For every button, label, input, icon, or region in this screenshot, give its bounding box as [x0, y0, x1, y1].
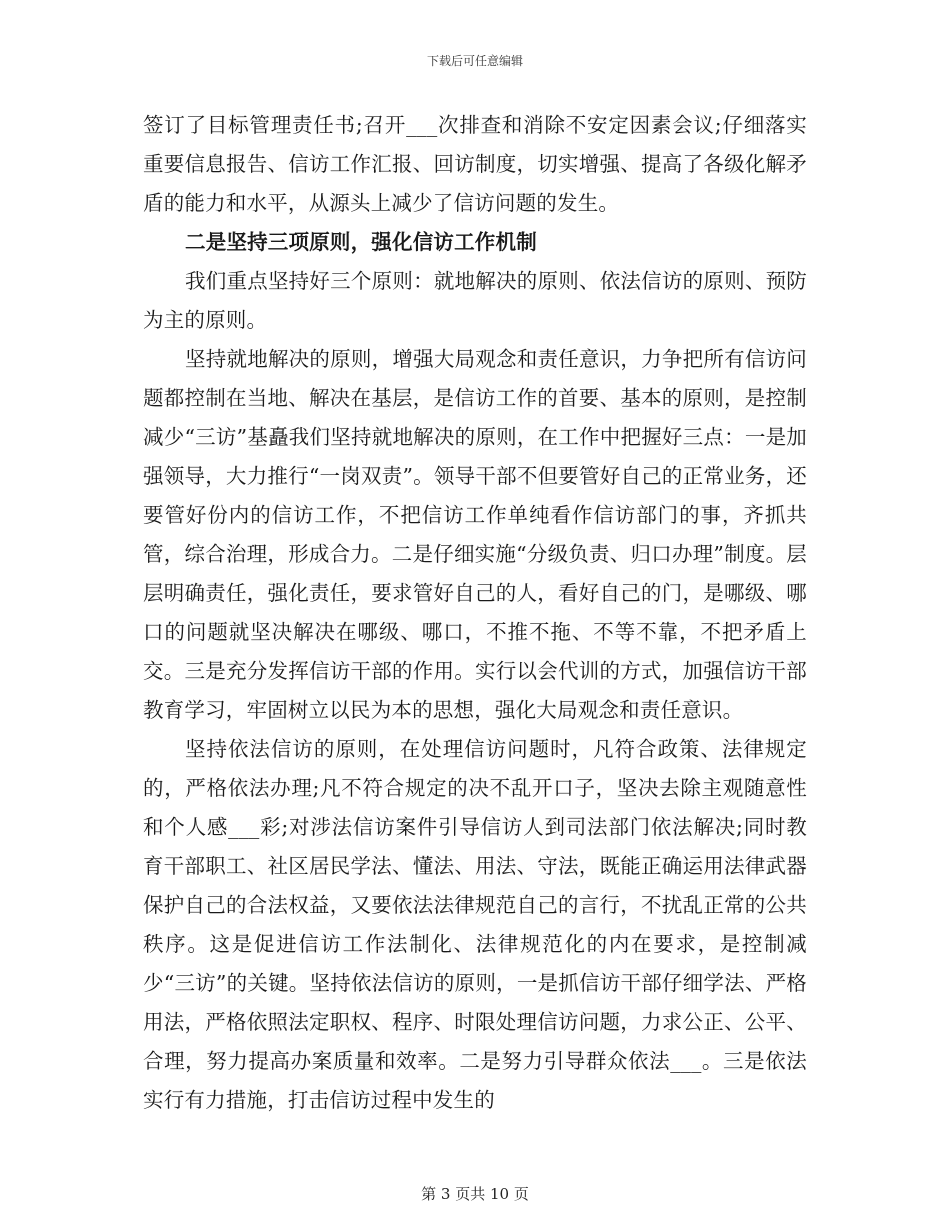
page-header: 下载后可任意编辑 [426, 54, 523, 68]
paragraph-4: 坚持依法信访的原则，在处理信访问题时，凡符合政策、法律规定的，严格依法办理;凡不符合规定的决不乱开口子，坚决去除主观随意性和个人感___彩;对涉法信访案件引导信访人到司法部门依法解决;同时教育干部职工、社区居民学法、懂法、用法、守法，既能正确运用法律武器保护自己的合法权益，又要依法法律规范自己的言行，不扰乱正常的公共秩序。这是促进信访工作法制化、法律规范化的内在要求，是控制减少“三访”的关键。坚持依法信访的原则，一是抓信访干部仔细学法、严格用法，严格依照法定职权、程序、时限处理信访问题，力求公正、公平、合理，努力提高办案质量和效率。二是努力引导群众依法___。三是依法实行有力措施，打击信访过程中发生的 [143, 737, 807, 1112]
section-heading: 二是坚持三项原则，强化信访工作机制 [185, 230, 537, 254]
paragraph-3: 坚持就地解决的原则，增强大局观念和责任意识，力争把所有信访问题都控制在当地、解决在基层，是信访工作的首要、基本的原则，是控制减少“三访”基矗我们坚持就地解决的原则，在工作中把握好三点：一是加强领导，大力推行“一岗双责”。领导干部不但要管好自己的正常业务，还要管好份内的信访工作，不把信访工作单纯看作信访部门的事，齐抓共管，综合治理，形成合力。二是仔细实施“分级负责、归口办理”制度。层层明确责任，强化责任，要求管好自己的人，看好自己的门，是哪级、哪口的问题就坚决解决在哪级、哪口，不推不拖、不等不靠，不把矛盾上交。三是充分发挥信访干部的作用。实行以会代训的方式，加强信访干部教育学习，牢固树立以民为本的思想，强化大局观念和责任意识。 [143, 347, 807, 722]
paragraph-2: 我们重点坚持好三个原则：就地解决的原则、依法信访的原则、预防为主的原则。 [143, 269, 807, 332]
document-body [143, 106, 807, 1120]
page-number: 第 3 页共 10 页 [421, 1185, 529, 1203]
paragraph-1: 签订了目标管理责任书;召开___次排查和消除不安定因素会议;仔细落实重要信息报告、信访工作汇报、回访制度，切实增强、提高了各级化解矛盾的能力和水平，从源头上减少了信访问题的发生。 [143, 113, 807, 215]
